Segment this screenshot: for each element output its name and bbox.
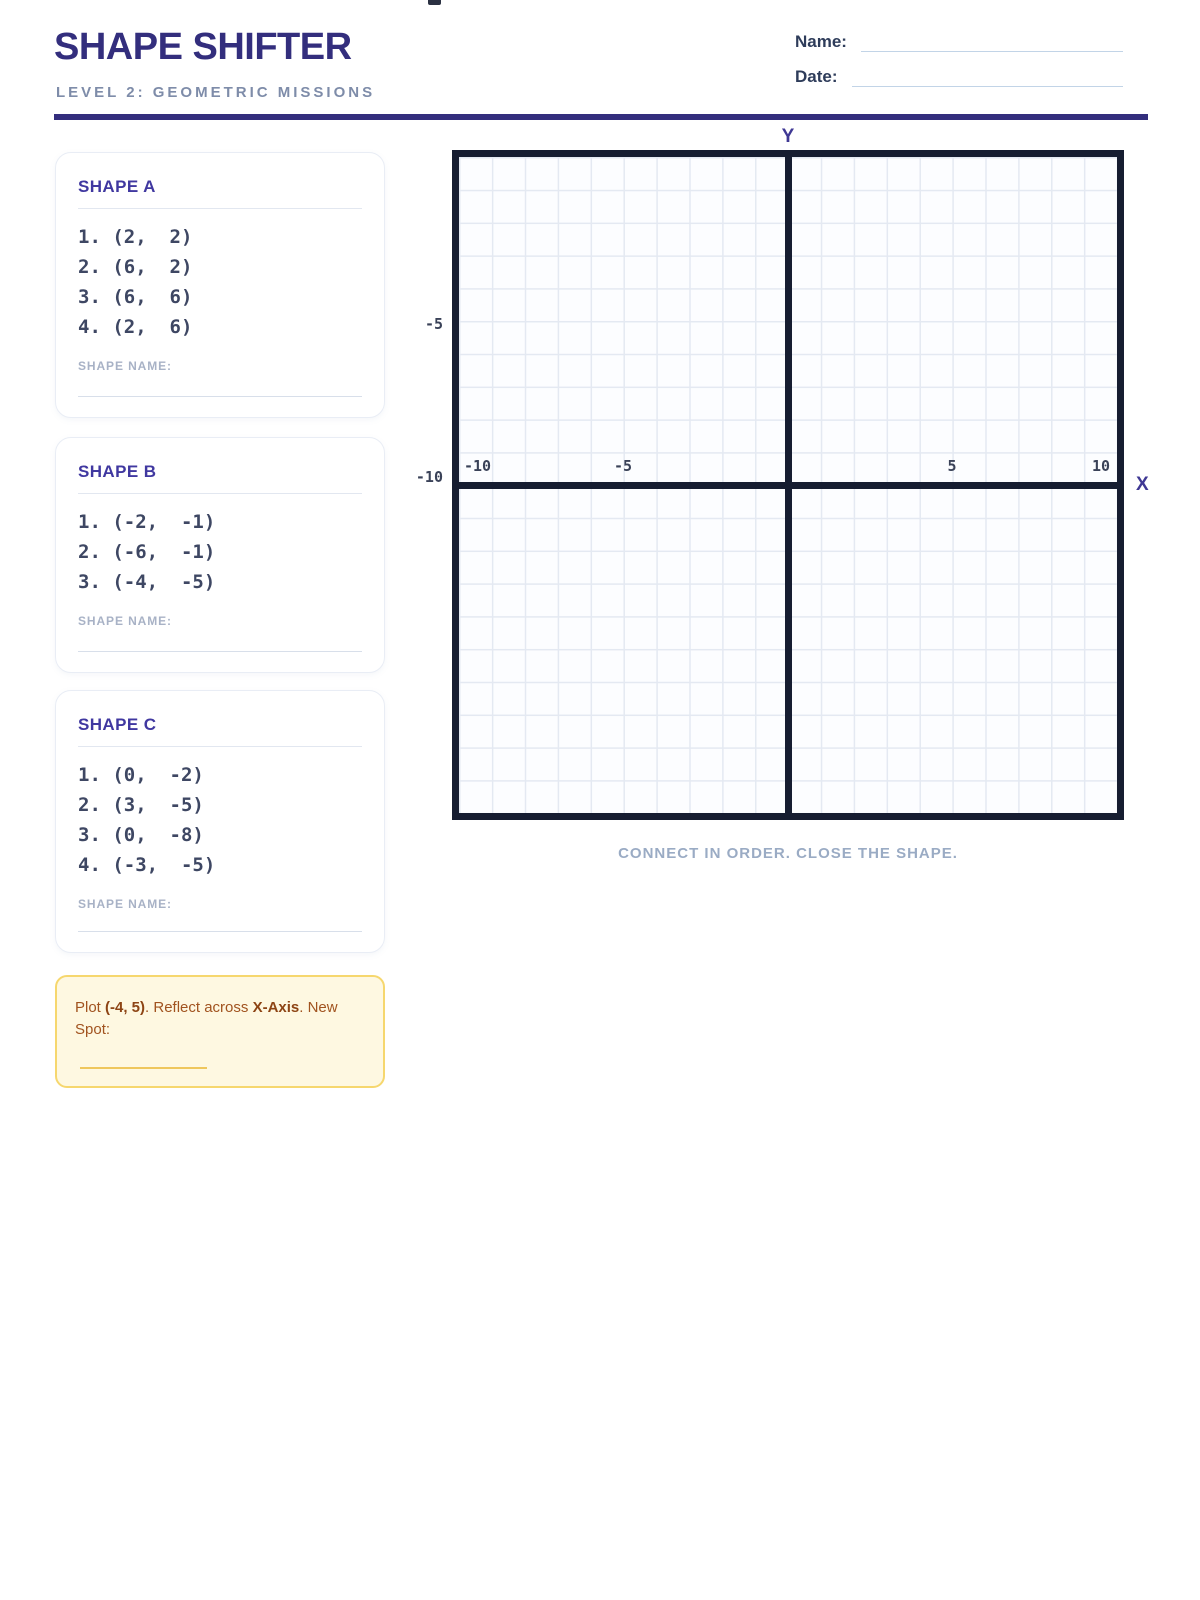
card-title-rule: [78, 208, 362, 209]
coordinate-grid: [415, 126, 1149, 820]
y-tick-label: -5: [424, 315, 443, 333]
grid-cells: [459, 157, 1117, 813]
date-row: [795, 65, 1123, 87]
shape-a-coordinates: [78, 222, 362, 342]
challenge-seg: . Reflect across: [145, 999, 253, 1016]
coordinate-line: 1. (2, 2): [78, 226, 193, 248]
coordinate-line: 2. (6, 2): [78, 256, 193, 278]
page-crop-mark: [428, 0, 441, 5]
page-title: SHAPE SHIFTER: [54, 26, 352, 68]
x-tick-label: 5: [947, 457, 957, 475]
x-axis-label: X: [1136, 474, 1149, 495]
shape-c-coordinates: [78, 760, 362, 880]
challenge-axis: X-Axis: [252, 999, 300, 1016]
name-row: [795, 30, 1123, 52]
reflection-challenge-box: [55, 975, 385, 1088]
shape-c-answer-line[interactable]: [78, 931, 362, 932]
date-label: Date:: [795, 67, 838, 86]
grid-instruction: CONNECT IN ORDER. CLOSE THE SHAPE.: [618, 845, 958, 862]
shape-b-coordinates: [78, 507, 362, 597]
coordinate-line: 4. (-3, -5): [78, 854, 216, 876]
shape-b-answer-line[interactable]: [78, 651, 362, 652]
coordinate-line: 3. (0, -8): [78, 824, 204, 846]
y-tick-label: -10: [415, 468, 443, 486]
card-title-rule: [78, 746, 362, 747]
shape-name-label: SHAPE NAME:: [78, 359, 172, 373]
shape-a-card: [55, 152, 385, 418]
card-title-rule: [78, 493, 362, 494]
coordinate-line: 4. (2, 6): [78, 316, 193, 338]
date-input-line[interactable]: [852, 65, 1123, 87]
x-tick-label: 10: [1091, 457, 1110, 475]
x-axis-line: [459, 482, 1117, 489]
coordinate-line: 1. (0, -2): [78, 764, 204, 786]
shape-b-card: [55, 437, 385, 673]
shape-c-title: SHAPE C: [78, 715, 157, 734]
x-tick-label: -10: [464, 457, 492, 475]
header-divider: [54, 114, 1148, 120]
name-label: Name:: [795, 32, 847, 51]
coordinate-line: 1. (-2, -1): [78, 511, 216, 533]
challenge-seg: Plot: [75, 999, 106, 1016]
coordinate-line: 3. (6, 6): [78, 286, 193, 308]
shape-a-answer-line[interactable]: [78, 396, 362, 397]
coordinate-line: 2. (-6, -1): [78, 541, 216, 563]
shape-c-card: [55, 690, 385, 953]
shape-b-title: SHAPE B: [78, 462, 157, 481]
challenge-point: (-4, 5): [105, 999, 146, 1016]
coordinate-line: 2. (3, -5): [78, 794, 204, 816]
x-tick-label: -5: [613, 457, 633, 475]
shape-a-title: SHAPE A: [78, 177, 156, 196]
grid-plot-area[interactable]: [452, 150, 1124, 820]
name-date-block: [795, 30, 1123, 100]
challenge-answer-line[interactable]: [80, 1067, 207, 1069]
y-axis-label: Y: [781, 126, 795, 147]
shape-name-label: SHAPE NAME:: [78, 614, 172, 628]
challenge-seg: . New Spot:: [75, 999, 342, 1038]
challenge-text: [75, 997, 365, 1041]
shape-name-label: SHAPE NAME:: [78, 897, 172, 911]
coordinate-line: 3. (-4, -5): [78, 571, 216, 593]
page-subtitle: LEVEL 2: GEOMETRIC MISSIONS: [56, 84, 376, 101]
name-input-line[interactable]: [861, 30, 1123, 52]
